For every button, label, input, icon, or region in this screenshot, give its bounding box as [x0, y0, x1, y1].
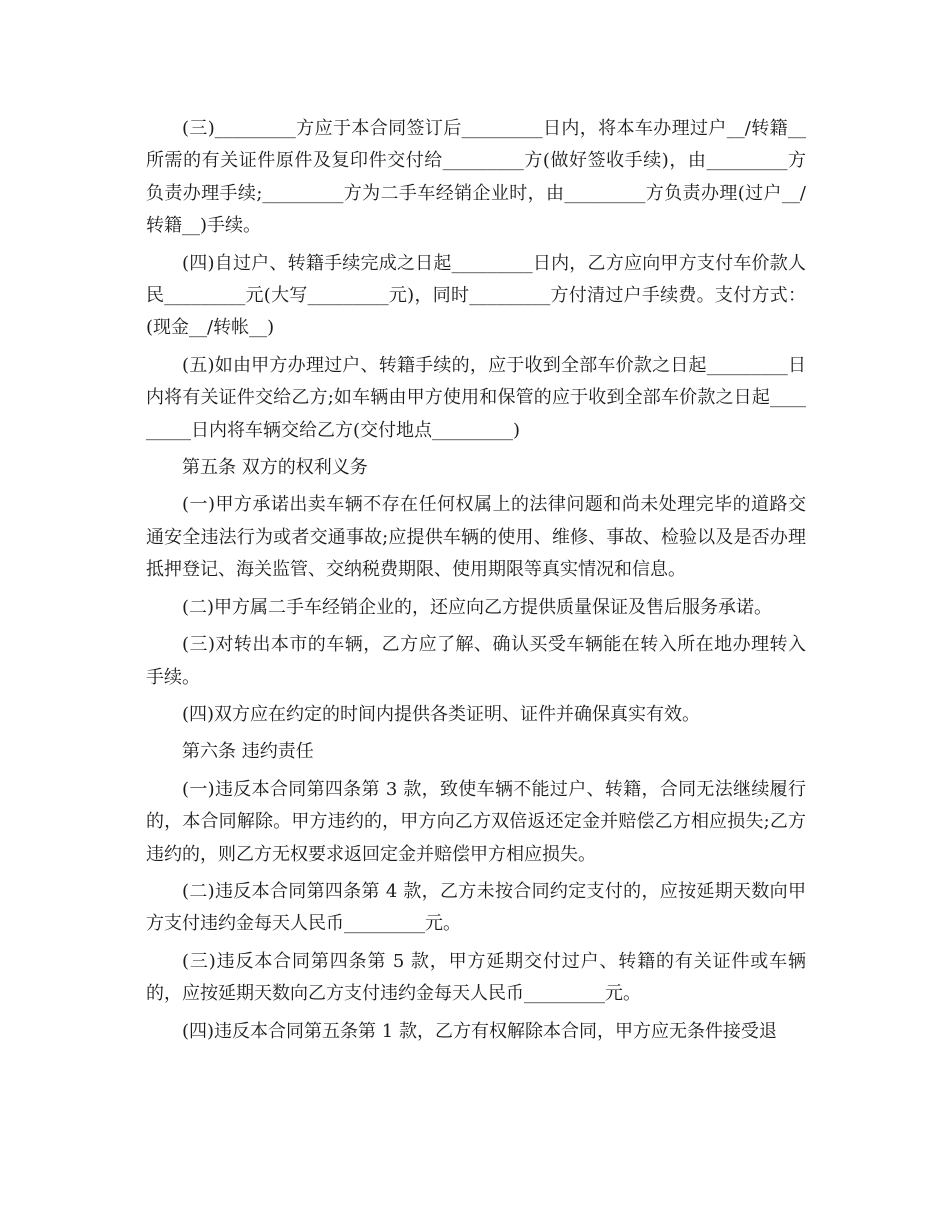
clause-delivery: (五)如由甲方办理过户、转籍手续的，应于收到全部车价款之日起_________日内将有关证件交给乙方;如车辆由甲方使用和保管的应于收到全部车价款之日起_________日内将车辆交给乙方(交付地点_________) [146, 354, 806, 441]
article-6-item-4: (四)违反本合同第五条第 1 款，乙方有权解除本合同，甲方应无条件接受退 [182, 1020, 777, 1042]
document-body [146, 113, 806, 1053]
article-6-item-1: (一)违反本合同第四条第 3 款，致使车辆不能过户、转籍，合同无法继续履行的，本合同解除。甲方违约的，甲方向乙方双倍返还定金并赔偿乙方相应损失;乙方违约的，则乙方无权要求返回定金并赔偿甲方相应损失。 [146, 778, 806, 865]
article-5-item-4: (四)双方应在约定的时间内提供各类证明、证件并确保真实有效。 [182, 703, 701, 725]
article-5-item-3: (三)对转出本市的车辆，乙方应了解、确认买受车辆能在转入所在地办理转入手续。 [146, 634, 806, 688]
clause-transfer-documents: (三)_________方应于本合同签订后_________日内，将本车办理过户__/转籍__所需的有关证件原件及复印件交付给_________方(做好签收手续)，由_________方负责办理手续;_________方为二手车经销企业时，由_________方负责办理(过户__/转籍__)手续。 [146, 118, 806, 237]
article-5-heading: 第五条 双方的权利义务 [182, 457, 368, 479]
article-5-item-2: (二)甲方属二手车经销企业的，还应向乙方提供质量保证及售后服务承诺。 [182, 596, 773, 618]
article-6-item-3: (三)违反本合同第四条第 5 款，甲方延期交付过户、转籍的有关证件或车辆的，应按延期天数向乙方支付违约金每天人民币_________元。 [146, 950, 806, 1005]
article-6-item-2: (二)违反本合同第四条第 4 款，乙方未按合同约定支付的，应按延期天数向甲方支付违约金每天人民币_________元。 [146, 880, 806, 935]
article-5-item-1: (一)甲方承诺出卖车辆不存在任何权属上的法律问题和尚未处理完毕的道路交通安全违法行为或者交通事故;应提供车辆的使用、维修、事故、检验以及是否办理抵押登记、海关监管、交纳税费期限、使用期限等真实情况和信息。 [146, 494, 806, 581]
article-6-heading: 第六条 违约责任 [182, 741, 314, 763]
clause-payment: (四)自过户、转籍手续完成之日起_________日内，乙方应向甲方支付车价款人民_________元(大写_________元)，同时_________方付清过户手续费。支付方式：(现金__/转帐__) [146, 252, 806, 339]
